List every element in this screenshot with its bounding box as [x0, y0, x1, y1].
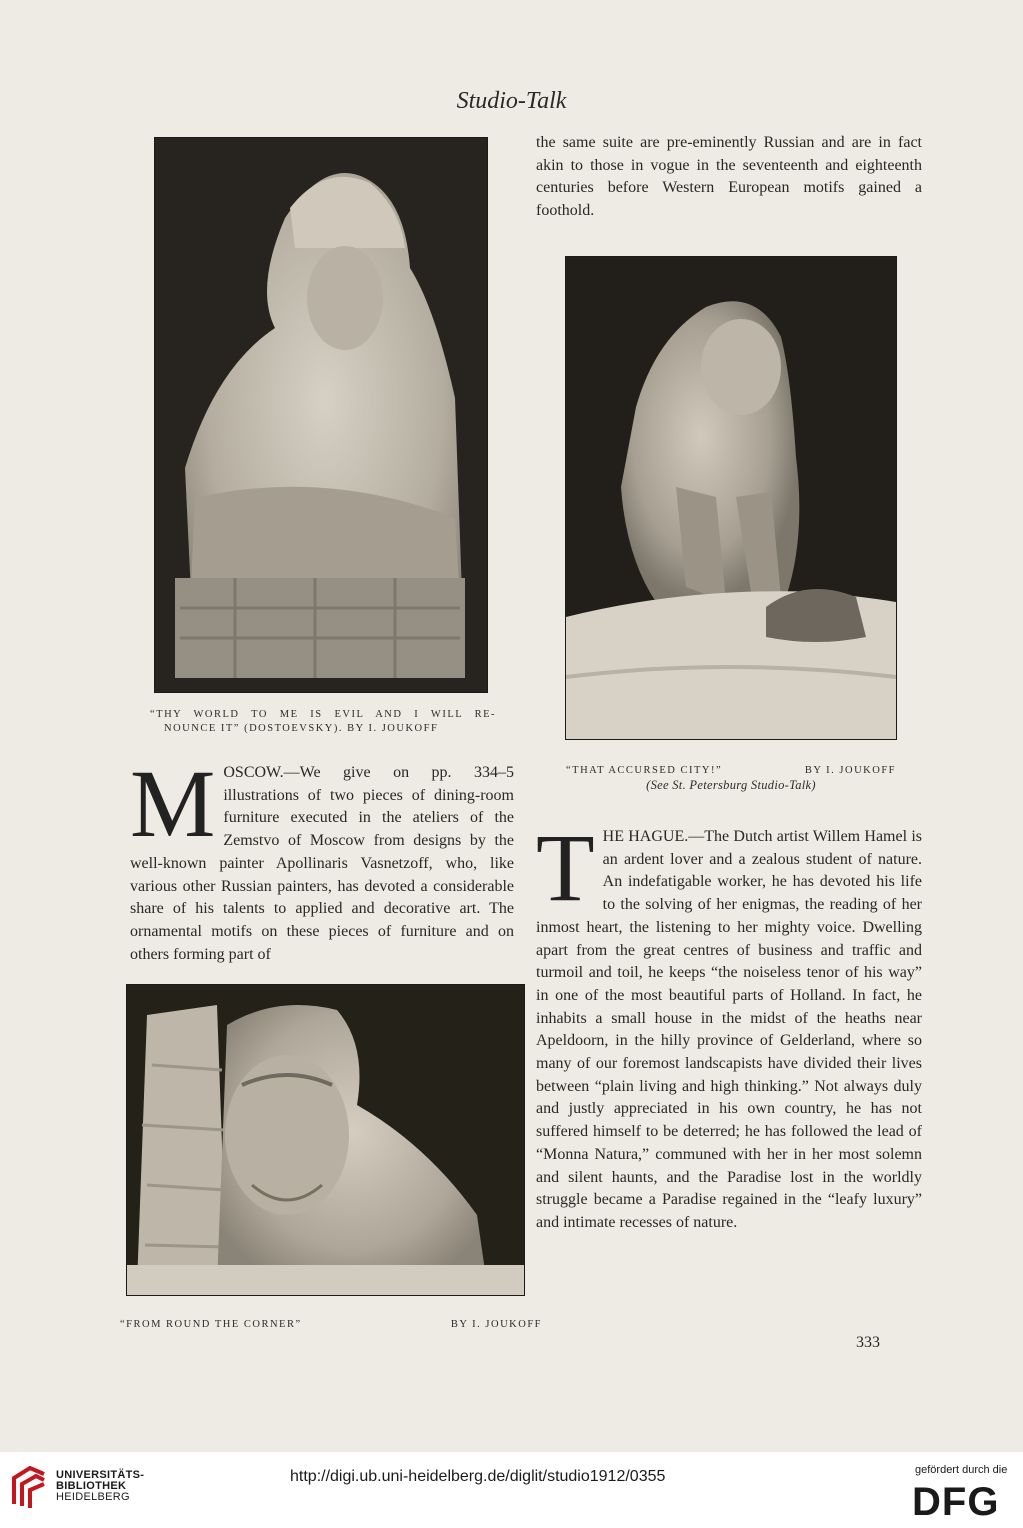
library-name-line2: BIBLIOTHEK — [56, 1480, 127, 1492]
funding-note: gefördert durch die — [915, 1464, 1008, 1476]
figure-3-caption — [120, 1318, 542, 1332]
figure-1-caption-line2: NOUNCE IT” (DOSTOEVSKY). BY I. JOUKOFF — [164, 723, 439, 734]
figure-2-photo — [565, 256, 897, 740]
hague-article-body: HE HAGUE.—The Dutch artist Willem Hamel is an ardent lover and a zealous student of nature. An indefatigable worker, he has devoted his life to the solving of her enigmas, the reading of her inmost heart, the listening to her mighty voice. Dwelling apart from the great centres of business and traffic and turmoil and toil, he keeps “the noiseless tenor of his way” in one of the most beautiful parts of Holland. In fact, he inhabits a small house in the midst of the heaths near Apeldoorn, in the hilly province of Gelderland, where so many of our foremost landscapists have divided their lives between “plain living and high thinking.” Not always duly and justly appreciated in his own country, he has not suffered himself to be deterred; he has followed the lead of “Monna Natura,” communed with her in her most solemn and silent haunts, and the Paradise lost in the worldly struggle became a Paradise regained in the “leafy luxury” and intimate recesses of nature. — [536, 828, 922, 1231]
figure-2-caption-note: (See St. Petersburg Studio-Talk) — [646, 778, 816, 792]
figure-1-photo — [154, 137, 488, 693]
running-head: Studio-Talk — [456, 88, 567, 114]
figure-1-caption-line1: “THY WORLD TO ME IS EVIL AND I WILL RE- — [150, 709, 496, 720]
figure-3-photo — [126, 984, 525, 1296]
digitization-footer — [0, 1452, 1023, 1528]
source-url-link[interactable]: http://digi.ub.uni-heidelberg.de/diglit/studio1912/0355 — [290, 1468, 666, 1485]
moscow-continuation-text: the same suite are pre-eminently Russian and are in fact akin to those in vogue in the seventeenth and eighteenth centuries before Western European motifs gained a foothold. — [536, 134, 922, 220]
dfg-logo: DFG — [912, 1480, 1000, 1524]
figure-3-caption-title: “FROM ROUND THE CORNER” — [120, 1319, 302, 1330]
page-number: 333 — [856, 1334, 880, 1351]
hague-article — [536, 814, 922, 1235]
figure-2-caption-title: “THAT ACCURSED CITY!” — [566, 765, 723, 776]
hague-dropcap: T — [536, 814, 595, 921]
moscow-article — [130, 750, 514, 966]
figure-3-caption-author: BY I. JOUKOFF — [450, 1319, 542, 1330]
library-logo-icon — [10, 1464, 48, 1510]
moscow-dropcap: M — [130, 750, 216, 857]
moscow-article-body: OSCOW.—We give on pp. 334–5 illustrations of two pieces of dining-room furniture executed in the ateliers of the Zemstvo of Moscow from designs by the well-known painter Apollinaris Vasnetzoff, who, like various other Russian painters, has devoted a considerable share of his talents to applied and decorative art. The ornamental motifs on these pieces of furniture and on others forming part of — [130, 764, 514, 963]
library-name — [56, 1470, 144, 1503]
figure-2-caption — [566, 764, 896, 792]
library-name-line3: HEIDELBERG — [56, 1491, 130, 1503]
figure-1-caption — [150, 708, 496, 736]
library-name-line1: UNIVERSITÄTS- — [56, 1469, 145, 1481]
figure-2-caption-author: BY I. JOUKOFF — [804, 765, 896, 776]
